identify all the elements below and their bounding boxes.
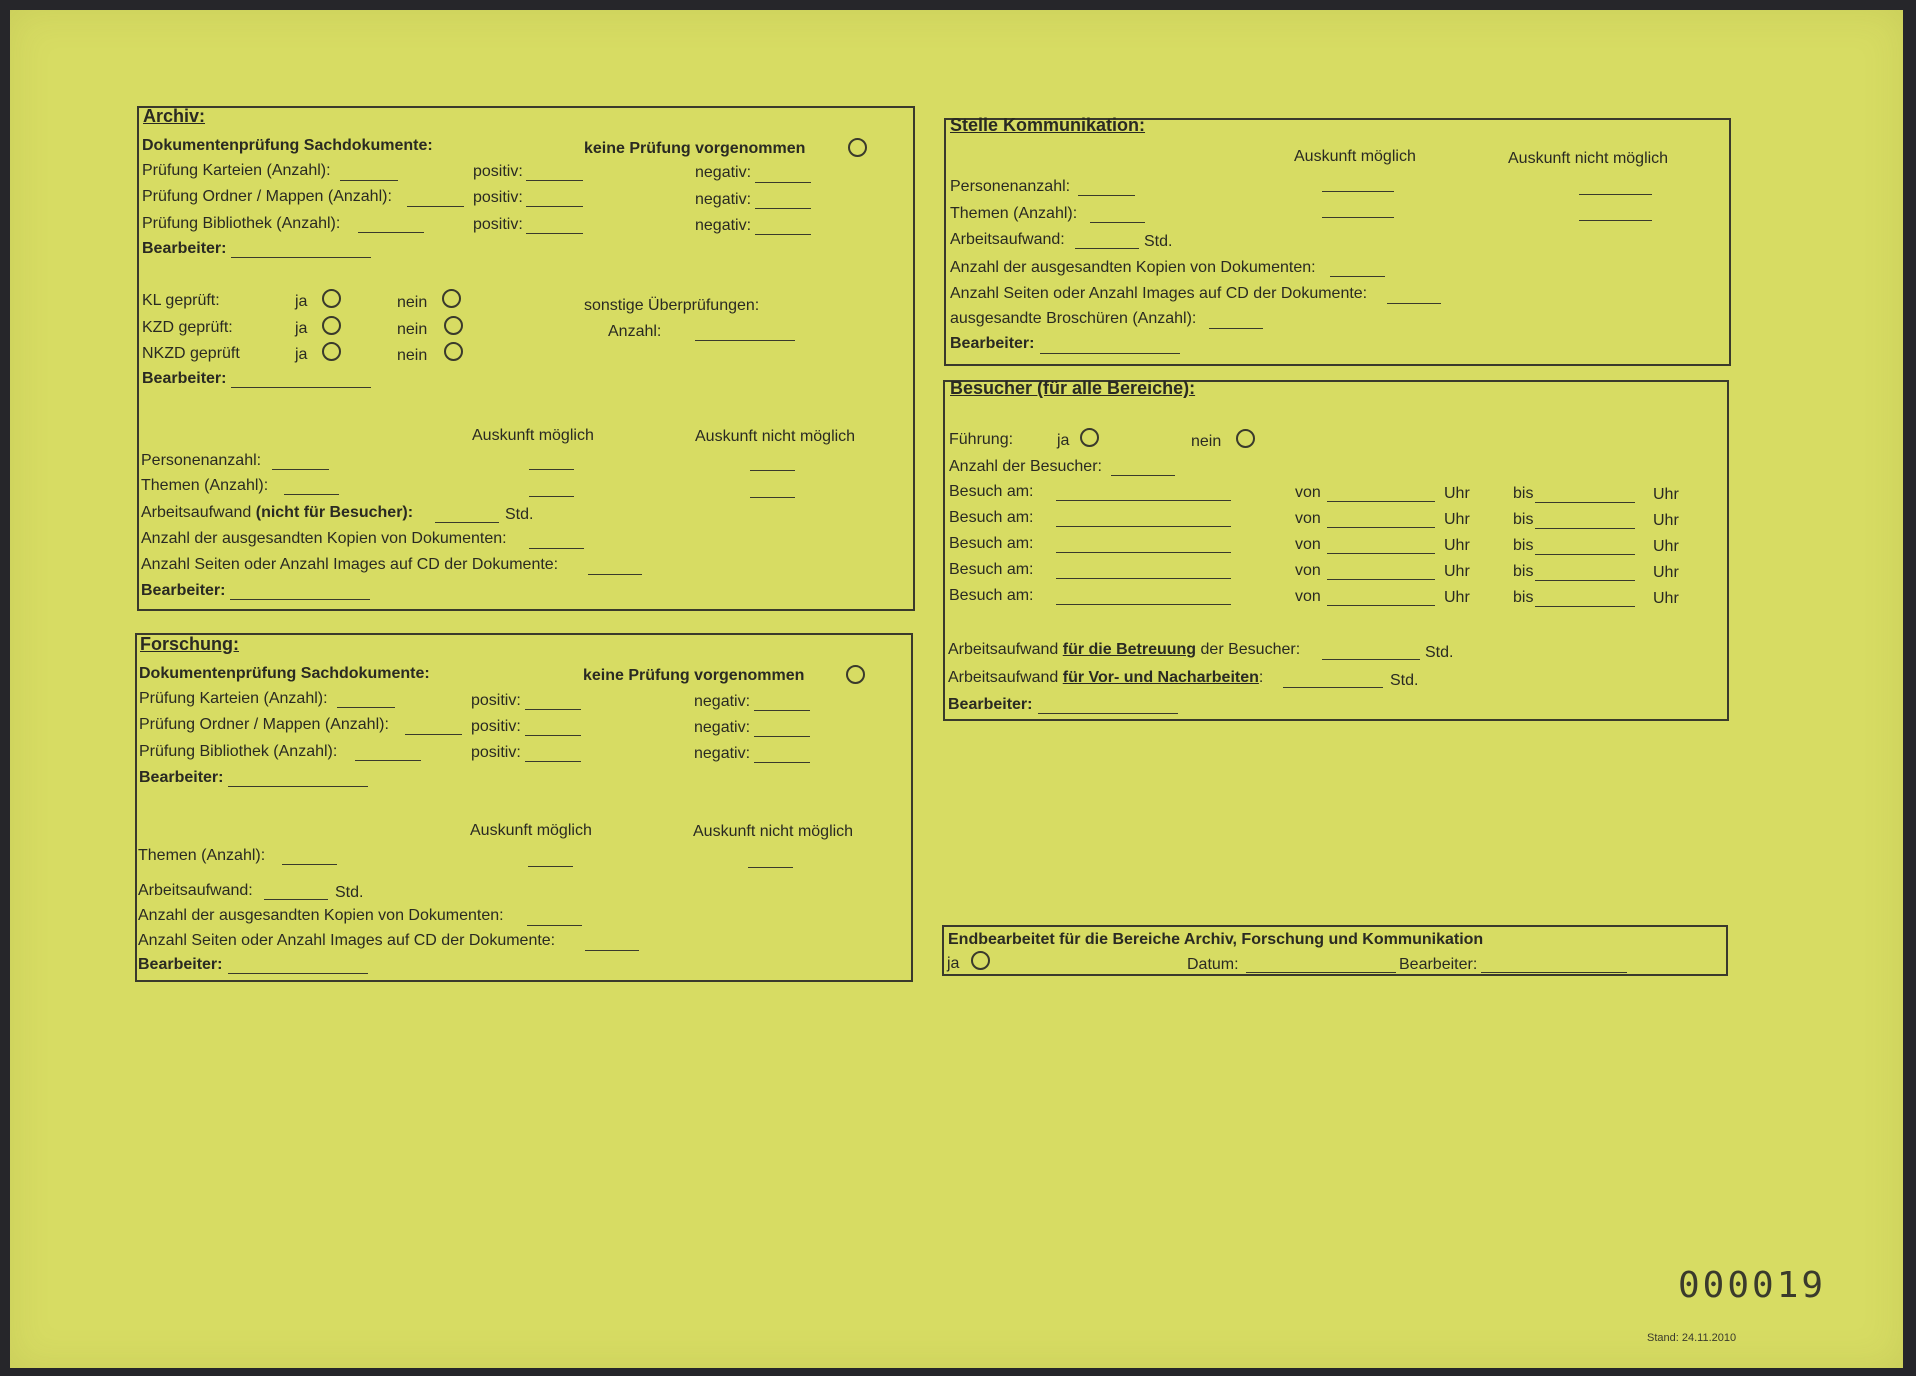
besucher-title: Besucher (für alle Bereiche): [950,378,1196,398]
forschung-ordner-label: Prüfung Ordner / Mappen (Anzahl): [139,716,389,733]
besuch-bis-label: bis [1513,511,1534,528]
kommunikation-seiten-label: Anzahl Seiten oder Anzahl Images auf CD der Dokumente: [950,285,1368,302]
fuehrung-ja-radio[interactable] [1080,428,1099,447]
forschung-karteien-field[interactable] [337,707,395,708]
archiv-bearbeiter3-field[interactable] [230,599,370,600]
endbearbeitet-ja-label: ja [947,955,960,972]
kommunikation-bearbeiter-label: Bearbeiter: [950,335,1035,352]
forschung-karteien-pos-field[interactable] [525,709,581,710]
archiv-bearbeiter3-label: Bearbeiter: [141,582,226,599]
besuch-bis-label: bis [1513,563,1534,580]
besuch-uhr2-label: Uhr [1653,486,1679,503]
archiv-karteien-neg-field[interactable] [755,182,811,183]
forschung-bibliothek-label: Prüfung Bibliothek (Anzahl): [139,743,338,760]
form-sheet [10,10,1903,1368]
kommunikation-themen-nicht-field[interactable] [1579,220,1652,221]
archiv-bibliothek-neg-field[interactable] [755,234,811,235]
archiv-aufwand-text: Arbeitsaufwand [141,504,256,521]
forschung-bibliothek-pos-field[interactable] [525,761,581,762]
forschung-bibliothek-neg-label: negativ: [694,745,751,762]
archiv-ordner-field[interactable] [407,206,464,207]
besuch-von-field[interactable] [1327,527,1435,528]
kommunikation-themen-label: Themen (Anzahl): [950,205,1078,222]
besuch-von-label: von [1295,510,1321,527]
archiv-bearbeiter-field[interactable] [231,257,371,258]
endbearbeitet-title: Endbearbeitet für die Bereiche Archiv, Forschung und Kommunikation [948,931,1484,948]
forschung-bibliothek-field[interactable] [355,760,421,761]
forschung-ordner-neg-field[interactable] [754,736,810,737]
archiv-personen-moeglich-field[interactable] [529,469,574,470]
besuch-bis-field[interactable] [1535,502,1635,503]
archiv-dok-pruefung-label: Dokumentenprüfung Sachdokumente: [142,137,433,154]
besucher-anzahl-field[interactable] [1111,475,1175,476]
besuch-von-label: von [1295,536,1321,553]
besuch-am-label: Besuch am: [949,587,1034,604]
forschung-keine-pruefung-radio[interactable] [846,665,865,684]
forschung-bibliothek-pos-label: positiv: [471,744,521,761]
archiv-keine-pruefung-radio[interactable] [848,138,867,157]
kzd-nein-label: nein [397,321,428,338]
kommunikation-themen-moeglich-field[interactable] [1322,217,1394,218]
forschung-karteien-neg-field[interactable] [754,710,810,711]
forschung-ordner-field[interactable] [405,734,462,735]
betreuung-field[interactable] [1322,659,1420,660]
kommunikation-personen-field[interactable] [1078,195,1135,196]
kl-ja-label: ja [295,293,308,310]
forschung-ordner-neg-label: negativ: [694,719,751,736]
serial-number: 000019 [1678,1265,1827,1306]
archiv-personen-field[interactable] [272,469,329,470]
forschung-seiten-field[interactable] [585,950,639,951]
vor-nach-std: Std. [1390,672,1419,689]
archiv-kopien-label: Anzahl der ausgesandten Kopien von Dokumenten: [141,530,507,547]
besuch-am-label: Besuch am: [949,561,1034,578]
endbearbeitet-bearbeiter-field[interactable] [1481,972,1627,973]
besuch-uhr-label: Uhr [1444,589,1470,606]
sonstige-anzahl-label: Anzahl: [608,323,662,340]
archiv-themen-label: Themen (Anzahl): [141,477,269,494]
besuch-am-label: Besuch am: [949,535,1034,552]
besuch-von-field[interactable] [1327,553,1435,554]
betreuung-std: Std. [1425,644,1454,661]
besuch-am-field[interactable] [1056,578,1231,579]
archiv-bearbeiter2-field[interactable] [231,387,371,388]
forschung-themen-field[interactable] [282,864,337,865]
kommunikation-personen-nicht-field[interactable] [1579,194,1652,195]
archiv-bibliothek-pos-field[interactable] [526,233,583,234]
besuch-von-field[interactable] [1327,579,1435,580]
kl-nein-radio[interactable] [442,289,461,308]
forschung-kopien-field[interactable] [527,925,582,926]
archiv-aufwand-std: Std. [505,506,534,523]
besuch-am-label: Besuch am: [949,483,1034,500]
archiv-ordner-neg-field[interactable] [755,208,811,209]
kzd-ja-label: ja [295,320,308,337]
besuch-uhr2-label: Uhr [1653,564,1679,581]
archiv-bearbeiter-label: Bearbeiter: [142,240,227,257]
forschung-bearbeiter-label: Bearbeiter: [139,769,224,786]
archiv-karteien-field[interactable] [340,180,398,181]
endbearbeitet-ja-radio[interactable] [971,951,990,970]
archiv-karteien-label: Prüfung Karteien (Anzahl): [142,162,331,179]
kzd-label: KZD geprüft: [142,319,233,336]
besuch-uhr-label: Uhr [1444,537,1470,554]
forschung-ordner-pos-field[interactable] [525,735,581,736]
besuch-am-field[interactable] [1056,552,1231,553]
archiv-title: Archiv: [143,106,206,126]
forschung-bibliothek-neg-field[interactable] [754,762,810,763]
archiv-auskunft-moeglich-header: Auskunft möglich [472,427,594,444]
forschung-auskunft-moeglich-header: Auskunft möglich [470,822,592,839]
archiv-bibliothek-label: Prüfung Bibliothek (Anzahl): [142,215,341,232]
besuch-am-field[interactable] [1056,526,1231,527]
archiv-ordner-pos-field[interactable] [526,206,583,207]
archiv-bearbeiter2-label: Bearbeiter: [142,370,227,387]
archiv-ordner-neg-label: negativ: [695,191,752,208]
vor-nach-field[interactable] [1283,687,1383,688]
vor-nach-label [948,670,1263,686]
besuch-von-label: von [1295,562,1321,579]
besuch-uhr2-label: Uhr [1653,538,1679,555]
besuch-bis-field[interactable] [1535,528,1635,529]
archiv-themen-moeglich-field[interactable] [529,496,574,497]
nkzd-ja-label: ja [295,346,308,363]
besucher-bearbeiter-field[interactable] [1038,713,1178,714]
forschung-karteien-neg-label: negativ: [694,693,751,710]
besuch-uhr-label: Uhr [1444,485,1470,502]
vor-nach-text-c: : [1258,669,1264,686]
besuch-uhr-label: Uhr [1444,563,1470,580]
forschung-aufwand-std: Std. [335,884,364,901]
endbearbeitet-datum-field[interactable] [1246,972,1396,973]
archiv-seiten-field[interactable] [588,574,642,575]
sonstige-label: sonstige Überprüfungen: [584,297,760,314]
besuch-am-field[interactable] [1056,500,1231,501]
archiv-seiten-label: Anzahl Seiten oder Anzahl Images auf CD der Dokumente: [141,556,559,573]
archiv-karteien-pos-label: positiv: [473,163,523,180]
besuch-bis-label: bis [1513,589,1534,606]
besuch-am-label: Besuch am: [949,509,1034,526]
fuehrung-nein-label: nein [1191,433,1222,450]
fuehrung-nein-radio[interactable] [1236,429,1255,448]
endbearbeitet-datum-label: Datum: [1187,956,1239,973]
archiv-bibliothek-neg-label: negativ: [695,217,752,234]
forschung-keine-pruefung-label: keine Prüfung vorgenommen [583,667,805,684]
archiv-personen-label: Personenanzahl: [141,452,262,469]
kommunikation-broschueren-label: ausgesandte Broschüren (Anzahl): [950,310,1197,327]
forschung-bearbeiter-field[interactable] [228,786,368,787]
archiv-ordner-label: Prüfung Ordner / Mappen (Anzahl): [142,188,392,205]
nkzd-nein-radio[interactable] [444,342,463,361]
kommunikation-kopien-label: Anzahl der ausgesandten Kopien von Dokumenten: [950,259,1316,276]
kommunikation-personen-moeglich-field[interactable] [1322,191,1394,192]
kommunikation-seiten-field[interactable] [1387,303,1441,304]
forschung-bearbeiter2-label: Bearbeiter: [138,956,223,973]
archiv-auskunft-nicht-header: Auskunft nicht möglich [695,428,856,445]
forschung-aufwand-field[interactable] [264,899,328,900]
endbearbeitet-bearbeiter-label: Bearbeiter: [1399,956,1478,973]
archiv-personen-nicht-field[interactable] [750,470,795,471]
archiv-aufwand-bold: (nicht für Besucher): [255,504,414,521]
kzd-ja-radio[interactable] [322,316,341,335]
kommunikation-title: Stelle Kommunikation: [950,115,1146,135]
betreuung-text-a: Arbeitsaufwand [948,641,1063,658]
kommunikation-aufwand-field[interactable] [1075,248,1139,249]
sonstige-anzahl-field[interactable] [695,340,795,341]
kommunikation-aufwand-std: Std. [1144,233,1173,250]
archiv-bibliothek-pos-label: positiv: [473,216,523,233]
forschung-ordner-pos-label: positiv: [471,718,521,735]
kommunikation-personen-label: Personenanzahl: [950,178,1071,195]
betreuung-text-c: der Besucher: [1196,641,1301,658]
forschung-karteien-pos-label: positiv: [471,692,521,709]
nkzd-ja-radio[interactable] [322,342,341,361]
kommunikation-themen-field[interactable] [1090,222,1145,223]
kommunikation-broschueren-field[interactable] [1209,328,1263,329]
forschung-bearbeiter2-field[interactable] [228,973,368,974]
forschung-karteien-label: Prüfung Karteien (Anzahl): [139,690,328,707]
besuch-uhr-label: Uhr [1444,511,1470,528]
kommunikation-aufwand-label: Arbeitsaufwand: [950,231,1065,248]
forschung-seiten-label: Anzahl Seiten oder Anzahl Images auf CD der Dokumente: [138,932,556,949]
archiv-karteien-neg-label: negativ: [695,164,752,181]
forschung-themen-label: Themen (Anzahl): [138,847,266,864]
stand-date: Stand: 24.11.2010 [1647,1332,1737,1344]
kommunikation-bearbeiter-field[interactable] [1040,353,1180,354]
besuch-von-label: von [1295,484,1321,501]
archiv-keine-pruefung-label: keine Prüfung vorgenommen [584,140,806,157]
besuch-von-field[interactable] [1327,501,1435,502]
forschung-section [135,633,913,982]
forschung-themen-nicht-field[interactable] [748,867,793,868]
forschung-themen-moeglich-field[interactable] [528,866,573,867]
besuch-bis-field[interactable] [1535,580,1635,581]
forschung-aufwand-label: Arbeitsaufwand: [138,882,253,899]
archiv-bibliothek-field[interactable] [358,232,424,233]
forschung-title: Forschung: [140,634,239,654]
betreuung-label [948,642,1300,658]
vor-nach-text-b: für Vor- und Nacharbeiten [1062,669,1259,686]
betreuung-text-b: für die Betreuung [1062,641,1197,658]
besuch-bis-field[interactable] [1535,554,1635,555]
archiv-themen-nicht-field[interactable] [750,497,795,498]
besuch-bis-label: bis [1513,537,1534,554]
besuch-uhr2-label: Uhr [1653,512,1679,529]
besucher-anzahl-label: Anzahl der Besucher: [949,458,1102,475]
besuch-uhr2-label: Uhr [1653,590,1679,607]
besuch-von-field[interactable] [1327,605,1435,606]
archiv-themen-field[interactable] [284,494,339,495]
besucher-bearbeiter-label: Bearbeiter: [948,696,1033,713]
besuch-bis-field[interactable] [1535,606,1635,607]
archiv-aufwand-field[interactable] [435,522,499,523]
archiv-karteien-pos-field[interactable] [526,180,583,181]
archiv-ordner-pos-label: positiv: [473,189,523,206]
besuch-von-label: von [1295,588,1321,605]
kl-label: KL geprüft: [142,292,220,309]
kommunikation-kopien-field[interactable] [1330,276,1385,277]
nkzd-nein-label: nein [397,347,428,364]
archiv-aufwand-label [141,505,413,521]
kl-nein-label: nein [397,294,428,311]
forschung-auskunft-nicht-header: Auskunft nicht möglich [693,823,854,840]
archiv-kopien-field[interactable] [529,548,584,549]
forschung-dok-pruefung-label: Dokumentenprüfung Sachdokumente: [139,665,430,682]
fuehrung-ja-label: ja [1057,432,1070,449]
besuch-am-field[interactable] [1056,604,1231,605]
kzd-nein-radio[interactable] [444,316,463,335]
kommunikation-auskunft-nicht-header: Auskunft nicht möglich [1508,150,1669,167]
nkzd-label: NKZD geprüft [142,345,240,362]
kl-ja-radio[interactable] [322,289,341,308]
forschung-kopien-label: Anzahl der ausgesandten Kopien von Dokumenten: [138,907,504,924]
vor-nach-text-a: Arbeitsaufwand [948,669,1063,686]
kommunikation-auskunft-moeglich-header: Auskunft möglich [1294,148,1416,165]
besuch-bis-label: bis [1513,485,1534,502]
fuehrung-label: Führung: [949,431,1014,448]
